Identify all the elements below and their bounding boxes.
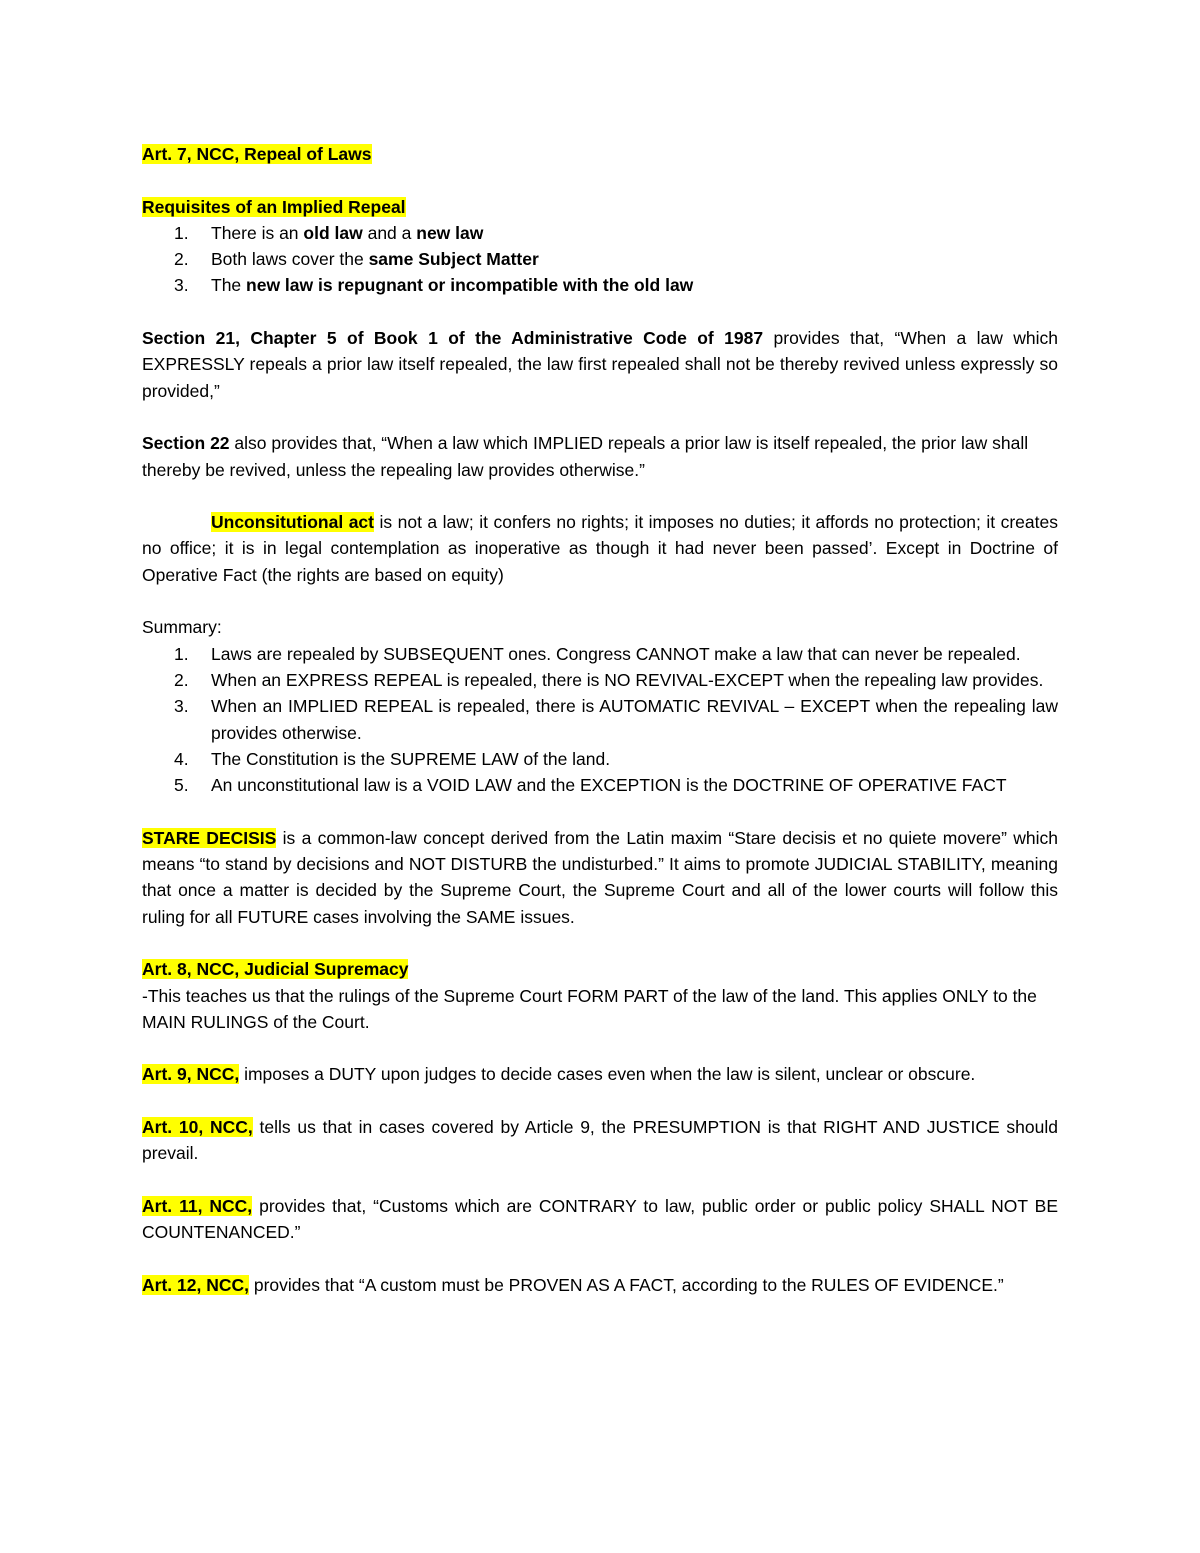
list-bold-text: same Subject Matter [368,249,539,270]
unconstitutional-highlight: Unconsitutional act [211,512,374,533]
list-number: 5. [174,775,189,796]
art8-heading [142,956,1058,982]
section21-paragraph [142,325,1058,404]
list-text: The Constitution is the SUPREME LAW of the land. [211,748,611,769]
art11-highlight: Art. 11, NCC, [142,1195,253,1216]
list-text: There is an [211,222,304,243]
list-item [142,272,1058,298]
list-bold-text: new law is repugnant or incompatible with the old law [246,275,694,296]
list-number: 3. [174,275,189,296]
list-text: The [211,275,247,296]
requisites-heading-text: Requisites of an Implied Repeal [142,196,406,217]
requisites-section [142,194,1058,299]
art9-highlight: Art. 9, NCC, [142,1064,240,1085]
list-item [142,641,1058,667]
list-number: 4. [174,748,189,769]
list-number: 2. [174,669,189,690]
list-item [142,746,1058,772]
requisites-list [142,220,1058,299]
list-item [142,220,1058,246]
section21-bold: Section 21, Chapter 5 of Book 1 of the Administrative Code of 1987 [142,328,764,349]
section22-paragraph [142,430,1058,483]
list-item [142,246,1058,272]
art12-paragraph [142,1272,1058,1298]
art7-heading-text: Art. 7, NCC, Repeal of Laws [142,144,372,164]
list-number: 3. [174,696,189,717]
art8-heading-text: Art. 8, NCC, Judicial Supremacy [142,959,409,980]
stare-decisis-paragraph [142,825,1058,930]
art12-highlight: Art. 12, NCC, [142,1274,249,1295]
list-text: When an EXPRESS REPEAL is repealed, there is NO REVIVAL-EXCEPT when the repealing law provides. [211,669,1044,690]
art8-section [142,956,1058,1035]
section22-text: also provides that, “When a law which IMPLIED repeals a prior law is itself repealed, the prior law shall thereby be revived, unless the repealing law provides otherwise.” [142,433,1029,480]
list-number: 1. [174,643,189,664]
art10-highlight: Art. 10, NCC, [142,1116,253,1137]
list-number: 1. [174,222,189,243]
art11-text: provides that, “Customs which are CONTRARY to law, public order or public policy SHALL NOT BE COUNTENANCED.” [142,1195,1058,1243]
list-text: Laws are repealed by SUBSEQUENT ones. Congress CANNOT make a law that can never be repealed. [211,643,1021,664]
section21-text: provides that, “When a law which EXPRESSLY repeals a prior law itself repealed, the law first repealed shall not be thereby revived unless expressly so provided,” [142,328,1058,401]
art10-text: tells us that in cases covered by Article 9, the PRESUMPTION is that RIGHT AND JUSTICE should prevail. [142,1116,1059,1164]
list-text: When an IMPLIED REPEAL is repealed, there is AUTOMATIC REVIVAL – EXCEPT when the repealing law provides otherwise. [211,696,1058,743]
list-item [142,772,1058,798]
art12-text: provides that “A custom must be PROVEN AS A FACT, according to the RULES OF EVIDENCE.” [248,1274,1004,1295]
art9-paragraph [142,1061,1058,1087]
list-bold-text: new law [416,222,484,243]
section22-bold: Section 22 [142,433,230,454]
list-number: 2. [174,249,189,270]
unconstitutional-paragraph [142,509,1058,588]
art10-paragraph [142,1114,1058,1167]
art11-paragraph [142,1193,1058,1246]
stare-decisis-text: is a common-law concept derived from the Latin maxim “Stare decisis et no quiete movere” which means “to stand by decisions and NOT DISTURB the undisturbed.” It aims to promote JUDICIAL STABILITY, meaning that once a matter is decided by the Supreme Court, the Supreme Court and all of the lower courts will follow this ruling for all FUTURE cases involving the SAME issues. [142,827,1059,927]
art7-heading [142,141,1058,167]
unconstitutional-text: is not a law; it confers no rights; it imposes no duties; it affords no protection; it creates no office; it is in legal contemplation as inoperative as though it had never been passed’. Except in Doctrine of Operative Fact (the rights are based on equity) [142,512,1058,585]
summary-list [142,641,1058,799]
list-item [142,667,1058,693]
list-item [142,693,1058,746]
summary-label: Summary: [142,617,222,638]
requisites-heading [142,194,1058,220]
list-bold-text: old law [303,222,363,243]
summary-section [142,614,1058,798]
list-text: An unconstitutional law is a VOID LAW and the EXCEPTION is the DOCTRINE OF OPERATIVE FACT [211,775,1007,796]
stare-decisis-highlight: STARE DECISIS [142,827,277,848]
art8-text: -This teaches us that the rulings of the Supreme Court FORM PART of the law of the land. This applies ONLY to the MAIN RULINGS of the Court. [142,985,1037,1032]
list-text: Both laws cover the [211,249,369,270]
art9-text: imposes a DUTY upon judges to decide cases even when the law is silent, unclear or obscure. [239,1064,976,1085]
list-text: and a [362,222,417,243]
